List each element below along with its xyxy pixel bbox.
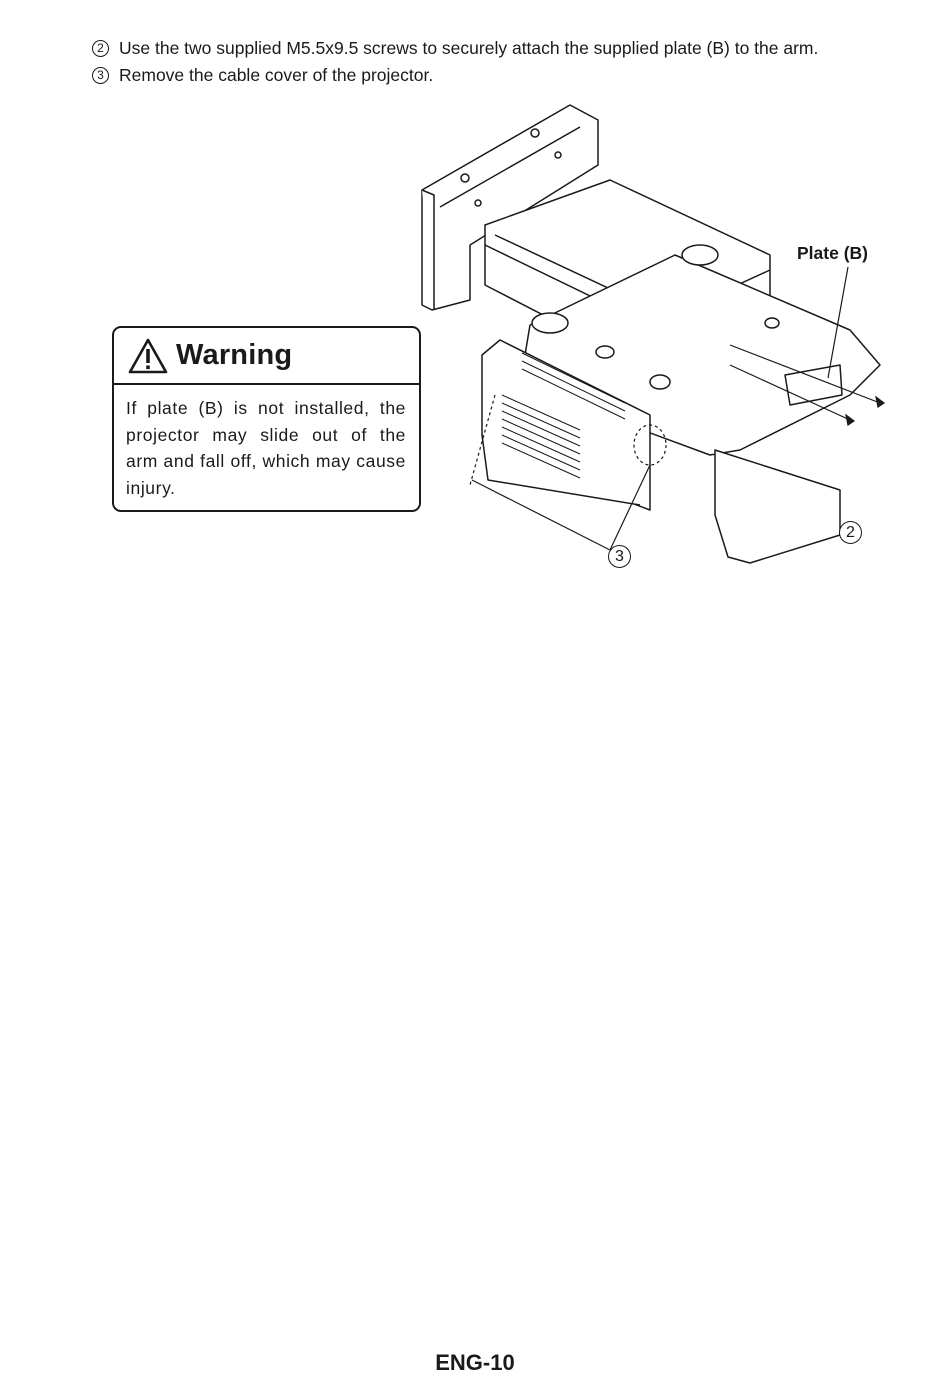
warning-triangle-icon — [128, 338, 168, 374]
callout-number-3: 3 — [608, 545, 631, 568]
callout-number-2: 2 — [839, 521, 862, 544]
warning-box — [112, 326, 421, 512]
page-number: ENG-10 — [435, 1350, 515, 1375]
step-number-2: 2 — [92, 40, 109, 57]
step-2 — [92, 37, 818, 59]
warning-title: Warning — [176, 339, 293, 371]
warning-text: If plate (B) is not installed, the projector may slide out of the arm and fall off, which may cause injury. — [126, 398, 406, 498]
step-2-text: Use the two supplied M5.5x9.5 screws to securely attach the supplied plate (B) to the arm. — [119, 38, 819, 58]
step-3 — [92, 64, 433, 86]
projector-mount-illustration — [410, 95, 910, 575]
step-3-text: Remove the cable cover of the projector. — [119, 65, 434, 85]
plate-b-label: Plate (B) — [797, 243, 868, 263]
step-number-3: 3 — [92, 67, 109, 84]
warning-header — [114, 328, 419, 385]
